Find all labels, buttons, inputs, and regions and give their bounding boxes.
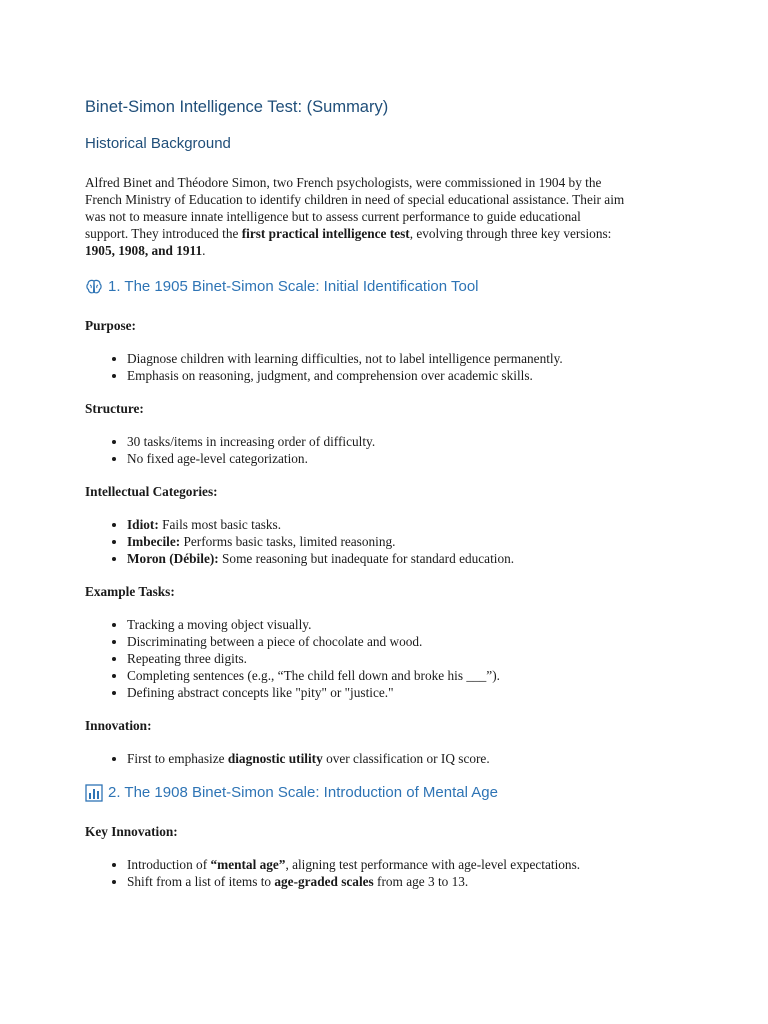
purpose-list — [85, 350, 625, 384]
item1-text-b: , aligning test performance with age-level expectations. — [285, 857, 581, 872]
purpose-item: • Emphasis on reasoning, judgment, and comprehension over academic skills. — [127, 367, 625, 384]
innovation-label: Innovation: — [85, 718, 152, 733]
innovation-bold: diagnostic utility — [227, 751, 323, 766]
category-term: Imbecile: — [127, 534, 181, 549]
item1-text-a: Introduction of — [127, 857, 211, 872]
purpose-label: Purpose: — [85, 318, 136, 333]
task-item: • Discriminating between a piece of chocolate and wood. — [127, 633, 625, 650]
key-innovation-item — [127, 856, 625, 873]
brain-icon — [85, 278, 103, 296]
item2-text-a: Shift from a list of items to — [127, 874, 275, 889]
innovation-text-a: First to emphasize — [127, 751, 228, 766]
key-innovation-label: Key Innovation: — [85, 824, 178, 839]
innovation-list — [85, 750, 625, 767]
structure-item: • No fixed age-level categorization. — [127, 450, 625, 467]
section-1908-heading — [85, 783, 625, 803]
structure-item: • 30 tasks/items in increasing order of difficulty. — [127, 433, 625, 450]
innovation-text-b: over classification or IQ score. — [322, 751, 490, 766]
category-desc: Performs basic tasks, limited reasoning. — [180, 534, 396, 549]
category-term: Moron (Débile): — [127, 551, 219, 566]
structure-list — [85, 433, 625, 467]
section-1905-heading-text: 1. The 1905 Binet-Simon Scale: Initial Identification Tool — [108, 278, 479, 295]
task-item: • Defining abstract concepts like "pity" or "justice." — [127, 684, 625, 701]
historical-background-heading: Historical Background — [85, 135, 231, 152]
task-item: • Completing sentences (e.g., “The child fell down and broke his ___”). — [127, 667, 625, 684]
key-innovation-list — [85, 856, 625, 890]
intro-text-b: , evolving through three key versions: — [409, 226, 612, 241]
purpose-item: • Diagnose children with learning difficulties, not to label intelligence permanently. — [127, 350, 625, 367]
document-page — [85, 96, 625, 906]
section-1905-heading — [85, 277, 625, 297]
category-item — [127, 550, 625, 567]
intellectual-categories-list — [85, 516, 625, 567]
intro-text-a: Alfred Binet and Théodore Simon, two French psychologists, were commissioned in 1904 by the French Ministry of Education to identify children in need of special educational assistance. Their aim was not to measure innate intelligence but to assess current performance to guide educational support. They introduced the — [85, 175, 625, 241]
example-tasks-label: Example Tasks: — [85, 584, 175, 599]
section-1908-heading-text: 2. The 1908 Binet-Simon Scale: Introduction of Mental Age — [108, 784, 498, 801]
bar-chart-icon — [85, 784, 103, 802]
item2-bold: age-graded scales — [274, 874, 374, 889]
item2-text-b: from age 3 to 13. — [373, 874, 469, 889]
category-item — [127, 516, 625, 533]
task-item: • Repeating three digits. — [127, 650, 625, 667]
intellectual-categories-label: Intellectual Categories: — [85, 484, 218, 499]
key-innovation-item — [127, 873, 625, 890]
category-term: Idiot: — [127, 517, 159, 532]
category-desc: Fails most basic tasks. — [158, 517, 282, 532]
historical-background-paragraph — [85, 174, 625, 259]
category-desc: Some reasoning but inadequate for standard education. — [218, 551, 515, 566]
item1-bold: “mental age” — [210, 857, 286, 872]
category-item — [127, 533, 625, 550]
task-item: • Tracking a moving object visually. — [127, 616, 625, 633]
structure-label: Structure: — [85, 401, 144, 416]
document-title: Binet-Simon Intelligence Test: (Summary) — [85, 98, 389, 116]
intro-text-c: . — [202, 243, 206, 258]
innovation-item — [127, 750, 625, 767]
intro-bold-versions: 1905, 1908, and 1911 — [85, 243, 203, 258]
intro-bold-first-test: first practical intelligence test — [241, 226, 410, 241]
example-tasks-list — [85, 616, 625, 701]
